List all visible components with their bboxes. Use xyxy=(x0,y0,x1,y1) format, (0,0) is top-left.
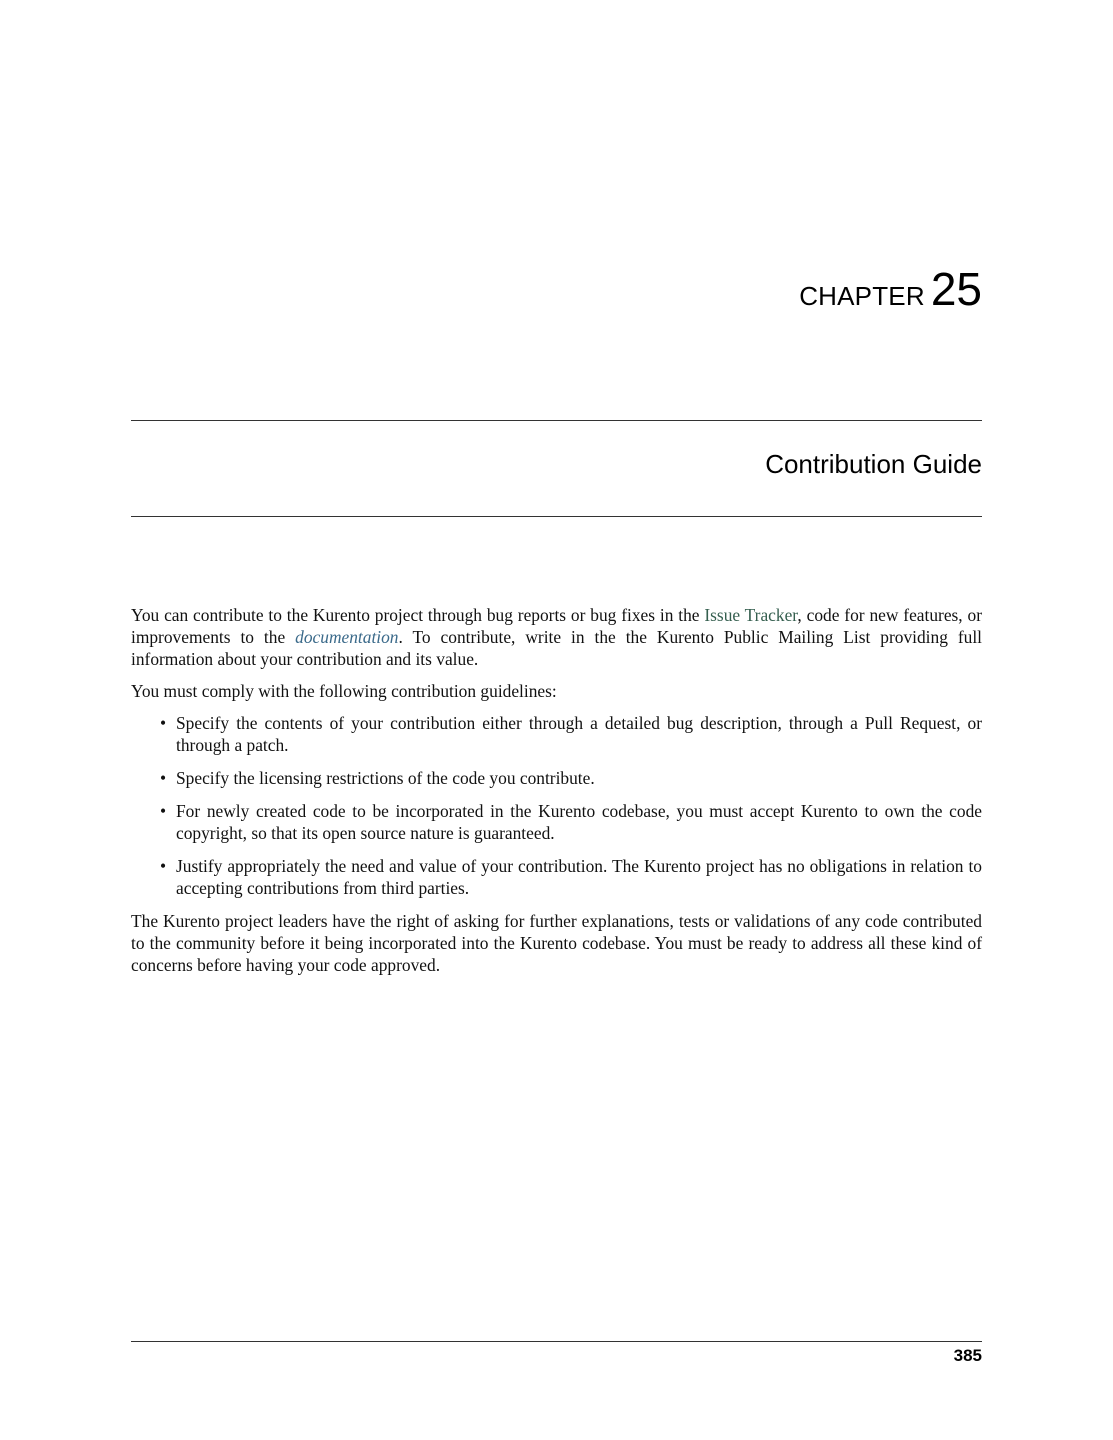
chapter-heading xyxy=(799,262,982,316)
closing-paragraph: The Kurento project leaders have the right of asking for further explanations, tests or validations of any code contributed to the community before it being incorporated into the Kurento codebase. You must be ready to address all these kind of concerns before having your code approved. xyxy=(131,911,982,975)
list-item: • Specify the licensing restrictions of the code you contribute. xyxy=(176,767,982,789)
intro-text-part3: . To contribute, write in the the Kurento Public Mailing List providing full information about your contribution and its value. xyxy=(131,627,983,669)
documentation-link[interactable]: documentation xyxy=(295,627,399,647)
body-text xyxy=(131,604,982,986)
intro-text-part2: , code for new features, or improvements to the xyxy=(131,605,982,647)
chapter-number: 25 xyxy=(930,263,982,315)
list-item: • Specify the contents of your contribution either through a detailed bug description, through a Pull Request, or through a patch. xyxy=(176,712,982,756)
page-number: 385 xyxy=(953,1346,982,1365)
guidelines-intro: You must comply with the following contribution guidelines: xyxy=(131,681,557,701)
guidelines-list xyxy=(131,712,982,899)
list-item: • For newly created code to be incorporated in the Kurento codebase, you must accept Kurento to own the code copyright, so that its open source nature is guaranteed. xyxy=(176,800,982,844)
chapter-title: Contribution Guide xyxy=(765,449,982,479)
intro-text-part1: You can contribute to the Kurento project through bug reports or bug fixes in the xyxy=(131,605,705,625)
issue-tracker-link[interactable]: Issue Tracker xyxy=(704,605,798,625)
title-rule-bottom xyxy=(131,516,982,517)
title-rule-top xyxy=(131,420,982,421)
intro-paragraph xyxy=(131,604,982,670)
chapter-label: CHAPTER xyxy=(799,281,925,311)
footer-rule xyxy=(131,1341,982,1342)
list-item: • Justify appropriately the need and value of your contribution. The Kurento project has no obligations in relation to accepting contributions from third parties. xyxy=(176,855,982,899)
